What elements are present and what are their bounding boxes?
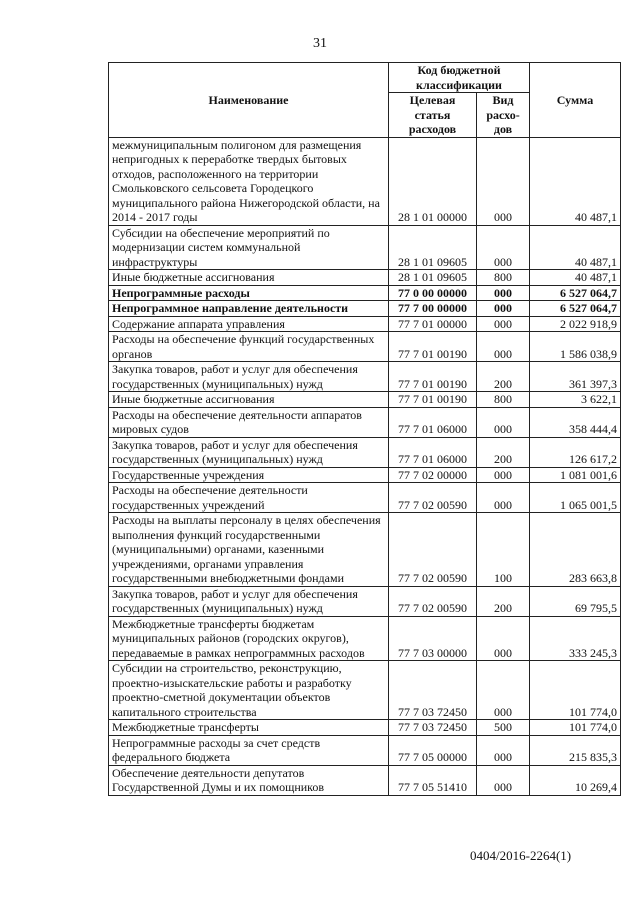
row-code: 28 1 01 09605 (389, 225, 477, 270)
row-sum: 215 835,3 (530, 735, 621, 765)
table-row (109, 332, 621, 362)
table-row (109, 661, 621, 720)
row-vid: 000 (477, 316, 530, 332)
table-row (109, 407, 621, 437)
row-vid: 000 (477, 483, 530, 513)
row-code: 77 7 02 00590 (389, 513, 477, 587)
row-code: 77 7 02 00590 (389, 586, 477, 616)
header-sum: Сумма (530, 63, 621, 138)
row-sum: 283 663,8 (530, 513, 621, 587)
table-row (109, 513, 621, 587)
row-vid: 000 (477, 332, 530, 362)
row-code: 77 7 03 00000 (389, 616, 477, 661)
row-vid: 000 (477, 467, 530, 483)
row-sum: 40 487,1 (530, 137, 621, 225)
table-row (109, 437, 621, 467)
row-name: Субсидии на строительство, реконструкцию, проектно-изыскательские работы и разработку проектно-сметной документации объектов капитального строительства (109, 661, 389, 720)
row-sum: 101 774,0 (530, 720, 621, 736)
row-vid: 800 (477, 392, 530, 408)
row-name: Расходы на обеспечение деятельности аппаратов мировых судов (109, 407, 389, 437)
row-name: Расходы на выплаты персоналу в целях обеспечения выполнения функций государственными (муниципальными) органами, казенными учреждениями, органами управления государственными внебюджетными фондами (109, 513, 389, 587)
row-name: Расходы на обеспечение функций государственных органов (109, 332, 389, 362)
header-code-group: Код бюджетной классификации (389, 63, 530, 93)
row-vid: 000 (477, 616, 530, 661)
row-code: 77 7 05 51410 (389, 765, 477, 795)
table-row (109, 392, 621, 408)
row-vid: 000 (477, 735, 530, 765)
row-vid: 000 (477, 661, 530, 720)
row-code: 77 7 00 00000 (389, 301, 477, 317)
row-vid: 000 (477, 301, 530, 317)
table-body (109, 137, 621, 795)
row-code: 77 7 01 00000 (389, 316, 477, 332)
row-name: Государственные учреждения (109, 467, 389, 483)
row-vid: 200 (477, 437, 530, 467)
table-row (109, 137, 621, 225)
table-row (109, 285, 621, 301)
table-row (109, 362, 621, 392)
row-sum: 333 245,3 (530, 616, 621, 661)
table-row (109, 225, 621, 270)
row-sum: 358 444,4 (530, 407, 621, 437)
document-id: 0404/2016-2264(1) (470, 848, 572, 863)
row-sum: 1 081 001,6 (530, 467, 621, 483)
header-vid: Вид расхо-дов (477, 93, 530, 138)
row-name: Обеспечение деятельности депутатов Государственной Думы и их помощников (109, 765, 389, 795)
row-name: Межбюджетные трансферты (109, 720, 389, 736)
row-name: Непрограммные расходы (109, 285, 389, 301)
table-row (109, 765, 621, 795)
row-name: Иные бюджетные ассигнования (109, 270, 389, 286)
row-sum: 40 487,1 (530, 270, 621, 286)
row-code: 77 7 05 00000 (389, 735, 477, 765)
row-name: Субсидии на обеспечение мероприятий по модернизации систем коммунальной инфраструктуры (109, 225, 389, 270)
row-code: 28 1 01 00000 (389, 137, 477, 225)
row-vid: 500 (477, 720, 530, 736)
row-sum: 1 586 038,9 (530, 332, 621, 362)
row-code: 28 1 01 09605 (389, 270, 477, 286)
header-name: Наименование (109, 63, 389, 138)
row-sum: 126 617,2 (530, 437, 621, 467)
row-name: Непрограммные расходы за счет средств федерального бюджета (109, 735, 389, 765)
row-code: 77 7 01 00190 (389, 362, 477, 392)
table-row (109, 616, 621, 661)
row-code: 77 7 01 00190 (389, 332, 477, 362)
table-row (109, 735, 621, 765)
row-sum: 2 022 918,9 (530, 316, 621, 332)
row-sum: 10 269,4 (530, 765, 621, 795)
row-vid: 000 (477, 285, 530, 301)
row-vid: 000 (477, 407, 530, 437)
row-code: 77 0 00 00000 (389, 285, 477, 301)
table-row (109, 316, 621, 332)
row-name: Закупка товаров, работ и услуг для обеспечения государственных (муниципальных) нужд (109, 437, 389, 467)
row-name: Закупка товаров, работ и услуг для обеспечения государственных (муниципальных) нужд (109, 362, 389, 392)
row-name: Иные бюджетные ассигнования (109, 392, 389, 408)
row-name: межмуниципальным полигоном для размещения непригодных к переработке твердых бытовых отходов, расположенного на территории Смольковского сельсовета Городецкого муниципального района Нижегородской области, на 2014 - 2017 годы (109, 137, 389, 225)
row-sum: 1 065 001,5 (530, 483, 621, 513)
row-sum: 361 397,3 (530, 362, 621, 392)
row-sum: 3 622,1 (530, 392, 621, 408)
row-name: Закупка товаров, работ и услуг для обеспечения государственных (муниципальных) нужд (109, 586, 389, 616)
row-name: Расходы на обеспечение деятельности государственных учреждений (109, 483, 389, 513)
table-row (109, 483, 621, 513)
table-row (109, 720, 621, 736)
row-vid: 000 (477, 137, 530, 225)
row-sum: 69 795,5 (530, 586, 621, 616)
row-vid: 000 (477, 225, 530, 270)
row-sum: 6 527 064,7 (530, 285, 621, 301)
table-row (109, 586, 621, 616)
budget-table (108, 62, 621, 796)
row-code: 77 7 02 00590 (389, 483, 477, 513)
row-vid: 200 (477, 586, 530, 616)
table-row (109, 467, 621, 483)
row-sum: 6 527 064,7 (530, 301, 621, 317)
row-code: 77 7 02 00000 (389, 467, 477, 483)
row-name: Межбюджетные трансферты бюджетам муниципальных районов (городских округов), передаваемые в рамках непрограммных расходов (109, 616, 389, 661)
header-target: Целевая статья расходов (389, 93, 477, 138)
page-number: 31 (313, 36, 327, 51)
row-sum: 40 487,1 (530, 225, 621, 270)
row-vid: 200 (477, 362, 530, 392)
row-code: 77 7 03 72450 (389, 720, 477, 736)
row-code: 77 7 03 72450 (389, 661, 477, 720)
row-code: 77 7 01 06000 (389, 437, 477, 467)
row-code: 77 7 01 00190 (389, 392, 477, 408)
row-sum: 101 774,0 (530, 661, 621, 720)
row-code: 77 7 01 06000 (389, 407, 477, 437)
table-row (109, 301, 621, 317)
table-row (109, 270, 621, 286)
row-vid: 000 (477, 765, 530, 795)
row-name: Непрограммное направление деятельности (109, 301, 389, 317)
row-vid: 100 (477, 513, 530, 587)
row-vid: 800 (477, 270, 530, 286)
row-name: Содержание аппарата управления (109, 316, 389, 332)
